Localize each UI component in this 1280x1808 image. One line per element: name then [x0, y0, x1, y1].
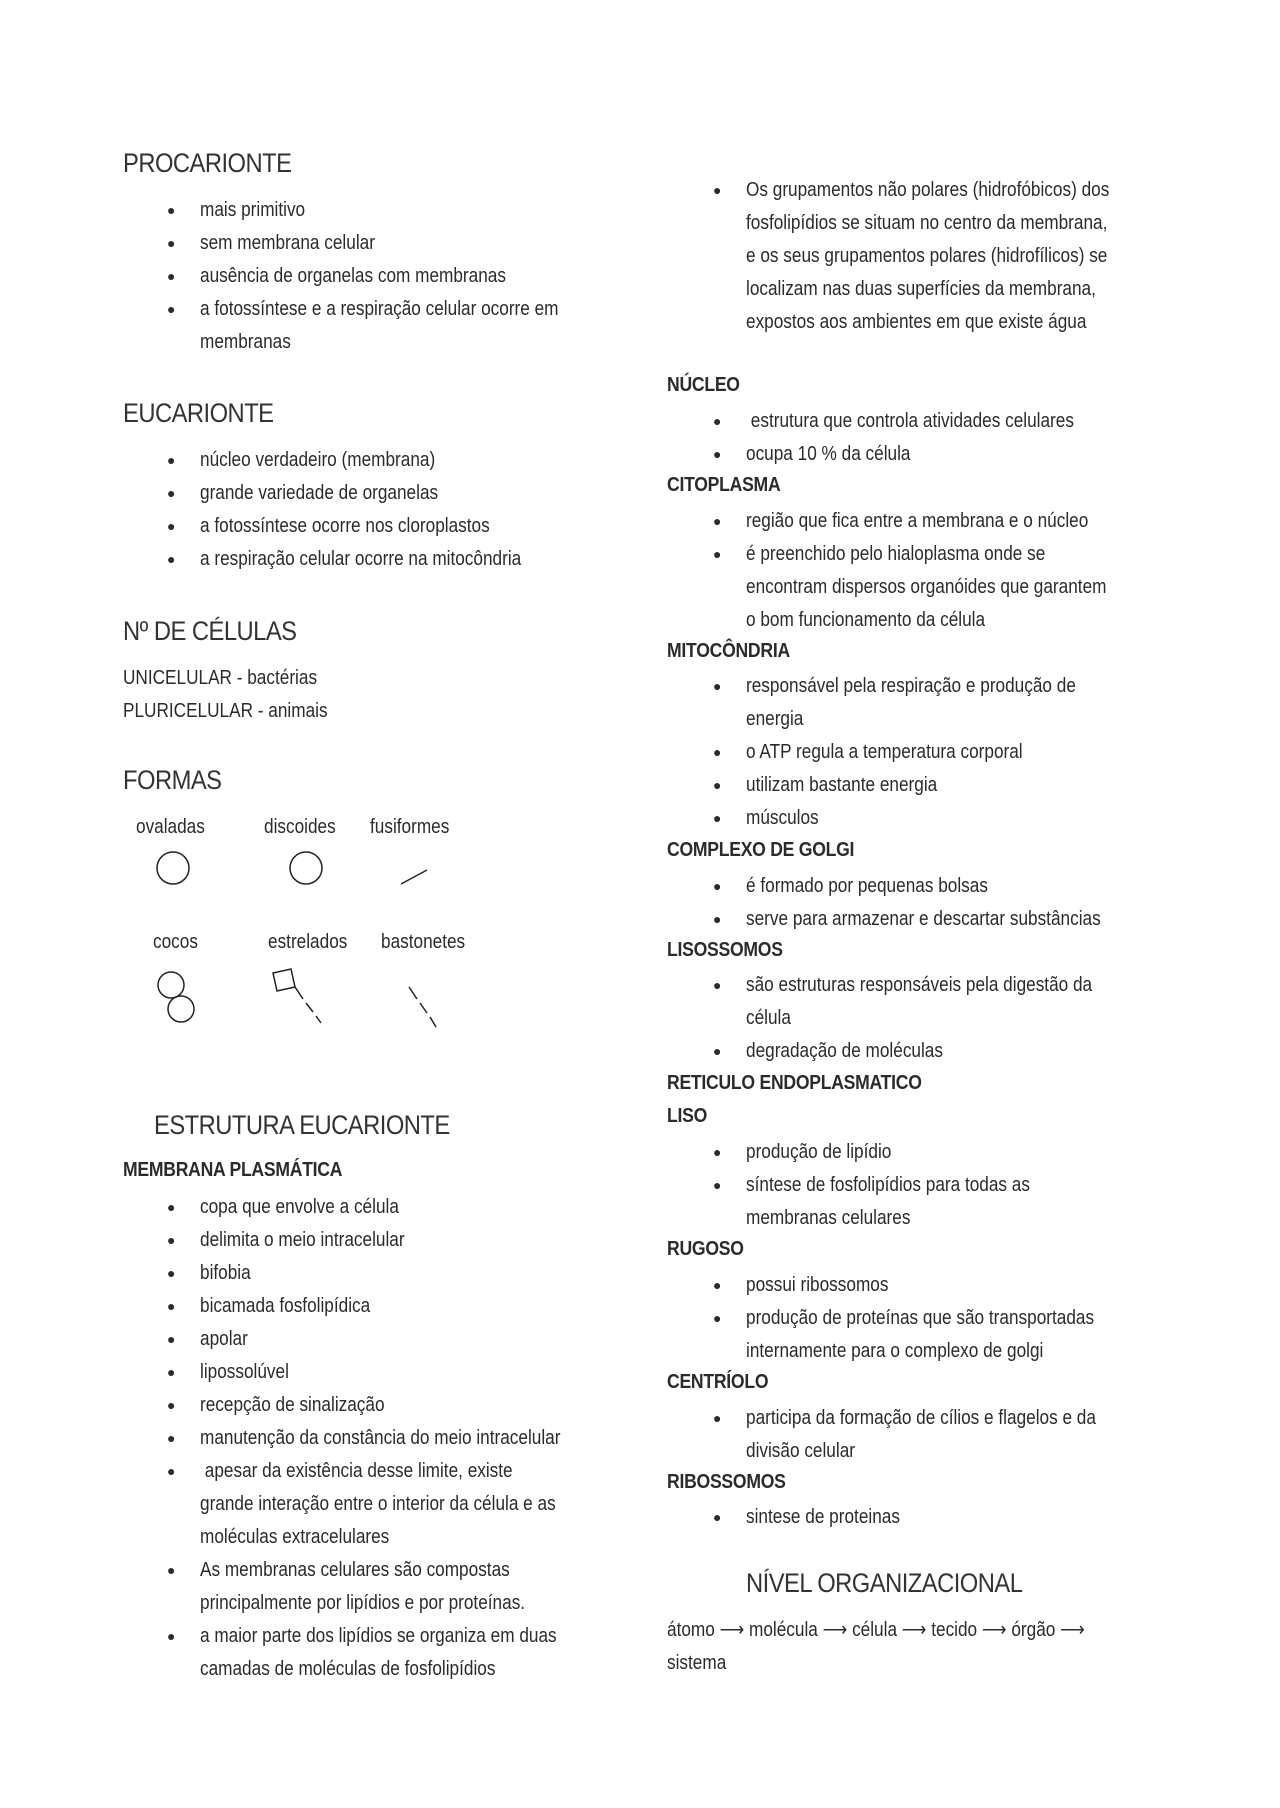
bullet-icon: ●	[167, 1199, 176, 1215]
centriolo-list	[713, 1402, 1153, 1468]
list-item: ● manutenção da constância do meio intracelular	[200, 1422, 619, 1455]
bullet-icon: ●	[713, 777, 722, 793]
bullet-icon: ●	[167, 1364, 176, 1380]
list-item: ● produção de lipídio	[746, 1136, 1076, 1169]
list-item: ● degradação de moléculas	[746, 1035, 1148, 1068]
bastonetes-label: bastonetes	[381, 931, 466, 953]
centriolo-heading: CENTRÍOLO	[667, 1371, 769, 1393]
list-item: ● a fotossíntese ocorre nos cloroplastos	[200, 510, 574, 543]
membrana-list	[167, 1191, 619, 1686]
list-item: ● núcleo verdadeiro (membrana)	[200, 444, 574, 477]
grupamentos-list	[713, 174, 1168, 339]
list-item-continuation: membranas celulares	[746, 1207, 911, 1229]
mitocondria-list	[713, 670, 1130, 835]
bullet-icon: ●	[713, 1509, 722, 1525]
cocos-label: cocos	[153, 931, 198, 953]
bullet-icon: ●	[167, 452, 176, 468]
pluricelular-line: PLURICELULAR - animais	[123, 700, 328, 722]
list-item: ● região que fica entre a membrana e o núcleo	[746, 505, 1165, 538]
list-item: ● participa da formação de cílios e flagelos e da	[746, 1402, 1153, 1435]
list-item: ● responsável pela respiração e produção de	[746, 670, 1130, 703]
bullet-icon: ●	[167, 1331, 176, 1347]
list-item-continuation: energia	[746, 708, 804, 730]
liso-heading: LISO	[667, 1105, 708, 1127]
list-item: ● possui ribossomos	[746, 1269, 1151, 1302]
ribossomos-heading: RIBOSSOMOS	[667, 1471, 786, 1493]
list-item: ● a maior parte dos lipídios se organiza em duas	[200, 1620, 619, 1653]
bullet-icon: ●	[713, 911, 722, 927]
list-item: ● grande variedade de organelas	[200, 477, 574, 510]
discoide-shape-icon	[286, 848, 326, 888]
citoplasma-heading: CITOPLASMA	[667, 474, 781, 496]
fusiformes-label: fusiformes	[370, 816, 450, 838]
list-item: ● apolar	[200, 1323, 619, 1356]
cocos-shape-icon	[153, 965, 203, 1031]
list-item: ● ausência de organelas com membranas	[200, 260, 617, 293]
ovaladas-label: ovaladas	[136, 816, 205, 838]
list-item: ● é preenchido pelo hialoplasma onde se	[746, 538, 1165, 571]
list-item-continuation: e os seus grupamentos polares (hidrofílicos) se	[746, 245, 1108, 267]
bullet-icon: ●	[167, 1430, 176, 1446]
bullet-icon: ●	[167, 301, 176, 317]
list-item: ● músculos	[746, 802, 1130, 835]
bastonete-shape-icon	[405, 983, 445, 1033]
bullet-icon: ●	[167, 518, 176, 534]
bullet-icon: ●	[167, 1232, 176, 1248]
bullet-icon: ●	[713, 1144, 722, 1160]
discoides-label: discoides	[264, 816, 336, 838]
bullet-icon: ●	[713, 878, 722, 894]
list-item: ● a fotossíntese e a respiração celular ocorre em	[200, 293, 617, 326]
bullet-icon: ●	[713, 977, 722, 993]
bullet-icon: ●	[167, 1265, 176, 1281]
unicelular-line: UNICELULAR - bactérias	[123, 667, 318, 689]
bullet-icon: ●	[713, 744, 722, 760]
list-item: ● bifobia	[200, 1257, 619, 1290]
list-item: ● é formado por pequenas bolsas	[746, 870, 1158, 903]
nucleo-heading: NÚCLEO	[667, 374, 740, 396]
list-item: ● apesar da existência desse limite, existe	[200, 1455, 619, 1488]
list-item-continuation: encontram dispersos organóides que garantem	[746, 576, 1107, 598]
eucarionte-heading: EUCARIONTE	[123, 398, 274, 428]
bullet-icon: ●	[713, 810, 722, 826]
list-item: ● produção de proteínas que são transportadas	[746, 1302, 1151, 1335]
bullet-icon: ●	[713, 1043, 722, 1059]
bullet-icon: ●	[167, 1463, 176, 1479]
golgi-list	[713, 870, 1158, 936]
rugoso-heading: RUGOSO	[667, 1238, 744, 1260]
bullet-icon: ●	[713, 446, 722, 462]
list-item: ● copa que envolve a célula	[200, 1191, 619, 1224]
list-item: ● são estruturas responsáveis pela digestão da	[746, 969, 1148, 1002]
procarionte-list	[167, 194, 617, 359]
list-item-continuation: principalmente por lipídios e por proteínas.	[200, 1592, 526, 1614]
bullet-icon: ●	[713, 678, 722, 694]
bullet-icon: ●	[167, 235, 176, 251]
golgi-heading: COMPLEXO DE GOLGI	[667, 839, 855, 861]
lisossomos-list	[713, 969, 1148, 1068]
rugoso-list	[713, 1269, 1151, 1368]
citoplasma-list	[713, 505, 1165, 637]
list-item: ● delimita o meio intracelular	[200, 1224, 619, 1257]
bullet-icon: ●	[713, 546, 722, 562]
fusiforme-shape-icon	[397, 860, 433, 890]
ovalada-shape-icon	[153, 848, 193, 888]
list-item: ● ocupa 10 % da célula	[746, 438, 1127, 471]
list-item: ● o ATP regula a temperatura corporal	[746, 736, 1130, 769]
bullet-icon: ●	[713, 182, 722, 198]
reticulo-heading: RETICULO ENDOPLASMATICO	[667, 1072, 922, 1094]
bullet-icon: ●	[713, 1410, 722, 1426]
list-item: ● utilizam bastante energia	[746, 769, 1130, 802]
eucarionte-list	[167, 444, 574, 576]
formas-heading: FORMAS	[123, 765, 222, 795]
bullet-icon: ●	[167, 1298, 176, 1314]
procarionte-heading: PROCARIONTE	[123, 148, 292, 178]
list-item: ● bicamada fosfolipídica	[200, 1290, 619, 1323]
bullet-icon: ●	[167, 1562, 176, 1578]
list-item-continuation: grande interação entre o interior da célula e as	[200, 1493, 556, 1515]
estrelado-shape-icon	[267, 965, 337, 1035]
ribossomos-list	[713, 1501, 925, 1534]
bullet-icon: ●	[713, 1277, 722, 1293]
list-item: ● Os grupamentos não polares (hidrofóbicos) dos	[746, 174, 1168, 207]
list-item-continuation: internamente para o complexo de golgi	[746, 1340, 1044, 1362]
list-item-continuation: célula	[746, 1007, 791, 1029]
nivel-line-2: sistema	[667, 1652, 727, 1674]
mitocondria-heading: MITOCÔNDRIA	[667, 640, 790, 662]
list-item: ● serve para armazenar e descartar substâncias	[746, 903, 1158, 936]
celulas-heading: Nº DE CÉLULAS	[123, 616, 297, 646]
list-item-continuation: camadas de moléculas de fosfolipídios	[200, 1658, 496, 1680]
list-item: ● As membranas celulares são compostas	[200, 1554, 619, 1587]
nivel-line-1: átomo ⟶ molécula ⟶ célula ⟶ tecido ⟶ órgão ⟶	[667, 1619, 1085, 1641]
list-item: ● mais primitivo	[200, 194, 617, 227]
bullet-icon: ●	[167, 268, 176, 284]
list-item-continuation: localizam nas duas superfícies da membrana,	[746, 278, 1096, 300]
list-item-continuation: membranas	[200, 331, 291, 353]
bullet-icon: ●	[167, 1628, 176, 1644]
bullet-icon: ●	[167, 202, 176, 218]
list-item: ● estrutura que controla atividades celulares	[746, 405, 1127, 438]
list-item-continuation: divisão celular	[746, 1440, 855, 1462]
bullet-icon: ●	[713, 1177, 722, 1193]
list-item: ● sintese de proteinas	[746, 1501, 925, 1534]
nucleo-list	[713, 405, 1127, 471]
list-item: ● síntese de fosfolipídios para todas as	[746, 1169, 1076, 1202]
bullet-icon: ●	[713, 413, 722, 429]
bullet-icon: ●	[167, 551, 176, 567]
list-item-continuation: o bom funcionamento da célula	[746, 609, 986, 631]
list-item: ● recepção de sinalização	[200, 1389, 619, 1422]
bullet-icon: ●	[713, 1310, 722, 1326]
list-item: ● a respiração celular ocorre na mitocôndria	[200, 543, 574, 576]
bullet-icon: ●	[713, 513, 722, 529]
lisossomos-heading: LISOSSOMOS	[667, 939, 783, 961]
nivel-heading: NÍVEL ORGANIZACIONAL	[746, 1568, 1023, 1598]
estrelados-label: estrelados	[268, 931, 348, 953]
list-item: ● lipossolúvel	[200, 1356, 619, 1389]
liso-list	[713, 1136, 1076, 1235]
bullet-icon: ●	[167, 1397, 176, 1413]
list-item-continuation: fosfolipídios se situam no centro da membrana,	[746, 212, 1108, 234]
list-item: ● sem membrana celular	[200, 227, 617, 260]
membrana-heading: MEMBRANA PLASMÁTICA	[123, 1159, 343, 1181]
list-item-continuation: expostos aos ambientes em que existe água	[746, 311, 1087, 333]
bullet-icon: ●	[167, 485, 176, 501]
list-item-continuation: moléculas extracelulares	[200, 1526, 390, 1548]
estrutura-heading: ESTRUTURA EUCARIONTE	[154, 1110, 450, 1140]
